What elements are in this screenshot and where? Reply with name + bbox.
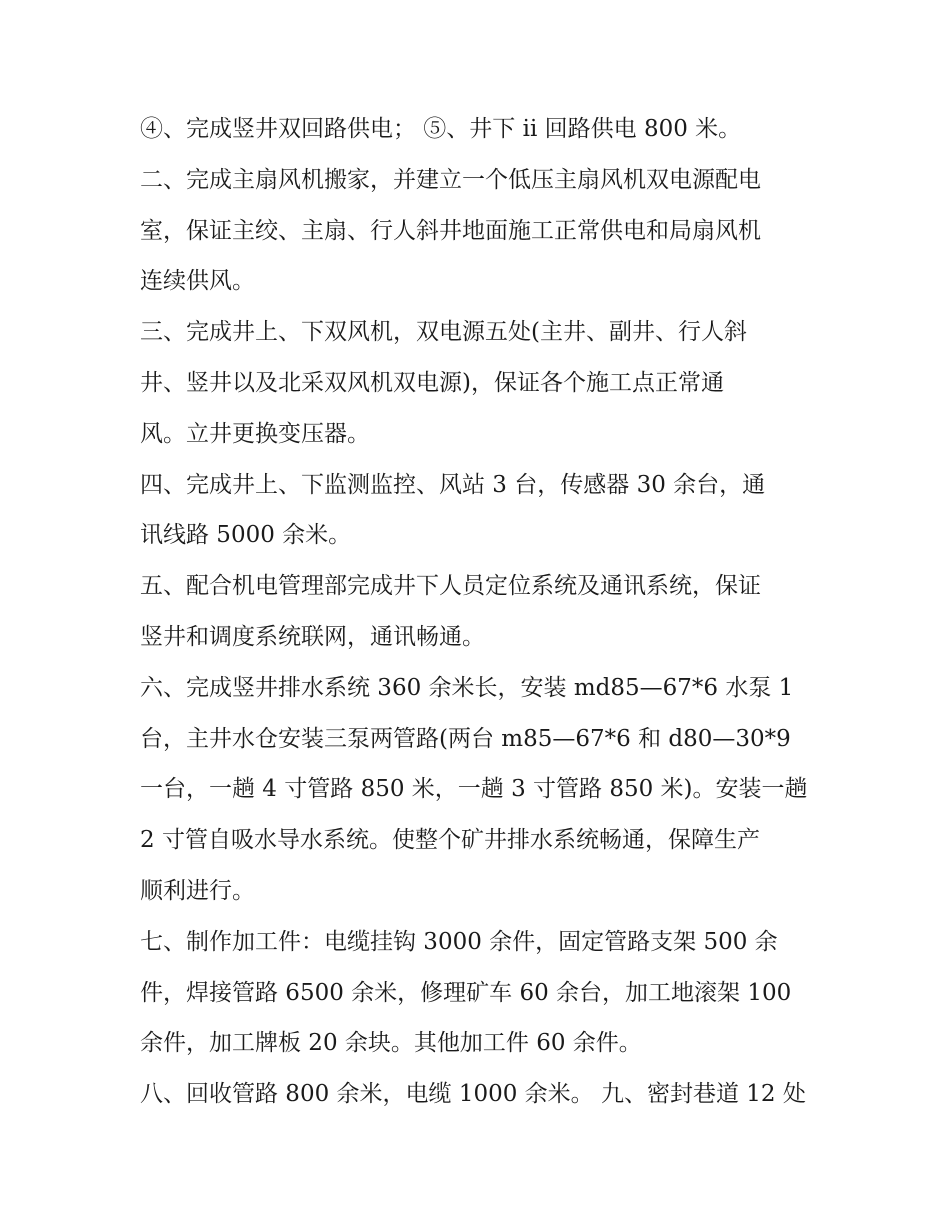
text-line: 三、完成井上、下双风机，双电源五处(主井、副井、行人斜 [140, 319, 747, 346]
text-line: ④、完成竖井双回路供电； ⑤、井下 ii 回路供电 800 米。 [140, 116, 742, 142]
text-line: 余件，加工牌板 20 余块。其他加工件 60 余件。 [140, 1030, 642, 1057]
text-line: 七、制作加工件：电缆挂钩 3000 余件，固定管路支架 500 余 [140, 928, 778, 955]
text-line: 竖井和调度系统联网，通讯畅通。 [140, 623, 485, 650]
text-line: 八、回收管路 800 余米，电缆 1000 余米。 九、密封巷道 12 处 [140, 1081, 806, 1108]
text-line: 六、完成竖井排水系统 360 余米长，安装 md85—67*6 水泵 1 [140, 674, 794, 701]
text-line: 顺利进行。 [140, 877, 255, 904]
text-line: 连续供风。 [140, 268, 255, 295]
text-line: 一台，一趟 4 寸管路 850 米，一趟 3 寸管路 850 米)。安装一趟 [140, 776, 808, 803]
text-line: 五、配合机电管理部完成井下人员定位系统及通讯系统，保证 [140, 573, 761, 600]
text-line: 风。立井更换变压器。 [140, 420, 370, 447]
text-line: 台，主井水仓安装三泵两管路(两台 m85—67*6 和 d80—30*9 [140, 725, 791, 752]
text-line: 四、完成井上、下监测监控、风站 3 台，传感器 30 余台，通 [140, 471, 766, 498]
text-line: 二、完成主扇风机搬家，并建立一个低压主扇风机双电源配电 [140, 166, 761, 193]
text-line: 件，焊接管路 6500 余米，修理矿车 60 余台，加工地滚架 100 [140, 979, 792, 1006]
text-line: 井、竖井以及北采双风机双电源)，保证各个施工点正常通 [140, 369, 724, 396]
text-line: 室，保证主绞、主扇、行人斜井地面施工正常供电和局扇风机 [140, 217, 761, 244]
text-line: 讯线路 5000 余米。 [140, 522, 352, 549]
text-line: 2 寸管自吸水导水系统。使整个矿井排水系统畅通，保障生产 [140, 827, 760, 854]
document-body [140, 104, 830, 1120]
